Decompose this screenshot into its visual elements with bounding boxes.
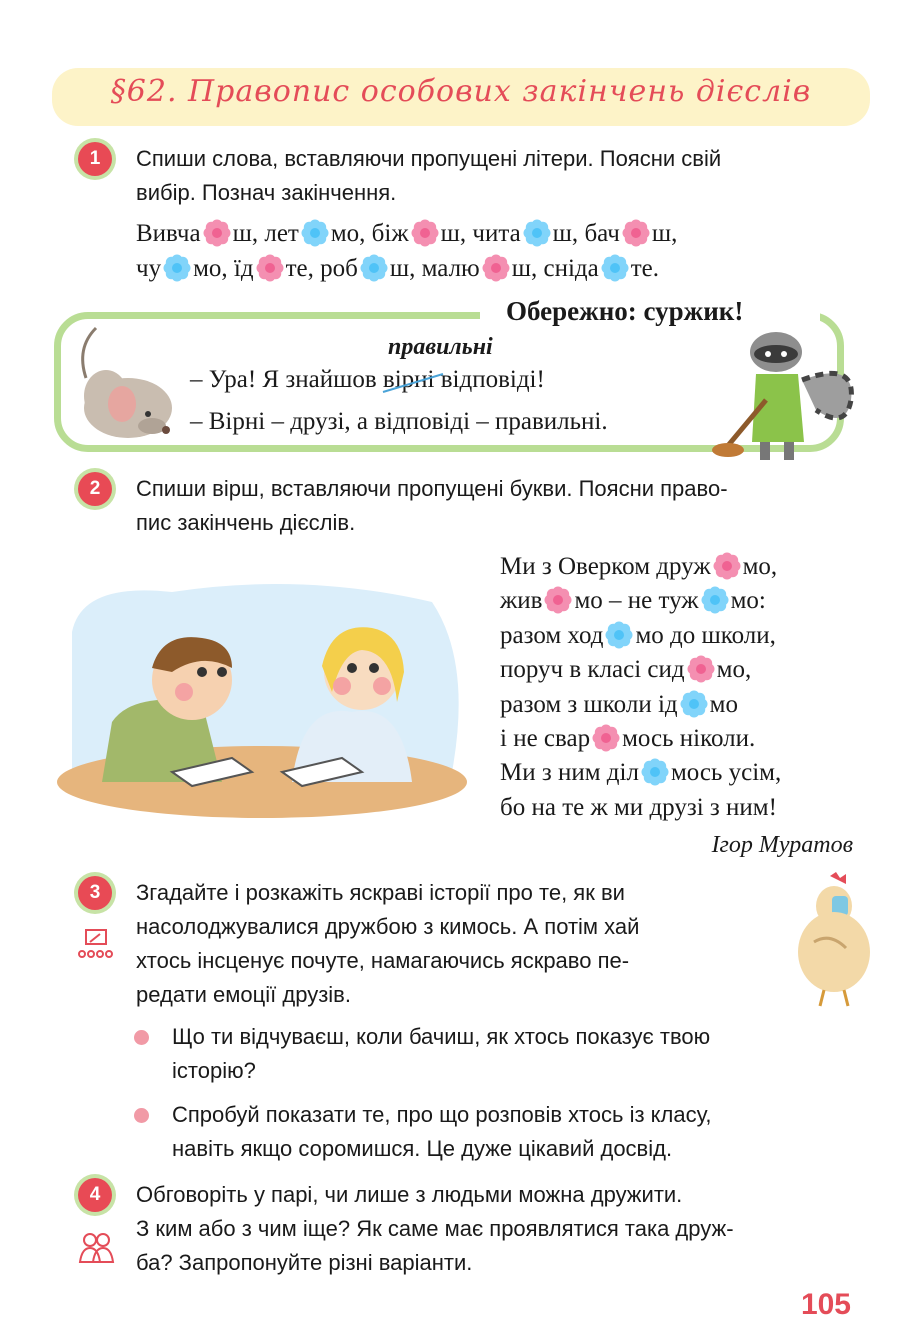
word-start: бач	[584, 220, 620, 247]
bullet-1-line-1: Що ти відчуваєш, коли бачиш, як хтось показує твою	[172, 1024, 711, 1049]
task-number-3: 3	[78, 876, 112, 910]
task2-line-2: пис закінчень дієслів.	[136, 510, 356, 535]
pink-flower-icon	[481, 253, 511, 283]
poem-line	[500, 688, 781, 722]
struck-word: вірні	[382, 366, 435, 393]
dialogue-line-1-end: відповіді!	[434, 366, 545, 393]
word-end: те,	[285, 255, 314, 282]
poem-line	[500, 722, 781, 756]
task1-words	[136, 216, 677, 286]
blue-flower-icon	[300, 218, 330, 248]
word-start: лет	[264, 220, 299, 247]
word-end: ш,	[651, 220, 678, 247]
word-end: те.	[630, 255, 660, 282]
poem-word-end: мо,	[716, 656, 752, 684]
poem-word-end: мо,	[742, 553, 778, 580]
poem-word-start: разом ход	[500, 621, 604, 649]
mouse-illustration	[66, 318, 186, 448]
poem	[500, 550, 781, 825]
poem-word-end: мо – не туж	[574, 587, 699, 615]
dialogue-line-1-start: – Ура! Я знайшов	[190, 366, 383, 393]
pink-flower-icon	[591, 723, 621, 753]
task-number-1: 1	[78, 142, 112, 176]
dialogue-line-2: – Вірні – друзі, а відповіді – правильні.	[190, 408, 608, 435]
blue-flower-icon	[522, 218, 552, 248]
task-number-4: 4	[78, 1178, 112, 1212]
poem-word-end: мо:	[730, 587, 766, 615]
poem-word-start: бо на те ж ми друзі з ним!	[500, 793, 777, 821]
poem-word-start: Ми з Оверком друж	[500, 553, 711, 580]
poem-word-end: мось ніколи.	[622, 725, 756, 753]
bullet-2-line-1: Спробуй показати те, про що розповів хтось із класу,	[172, 1102, 712, 1127]
strike-line-icon	[381, 370, 445, 396]
stage-performance-icon	[76, 928, 116, 964]
word-end: мо,	[330, 220, 366, 247]
pink-flower-icon	[202, 218, 232, 248]
blue-flower-icon	[162, 253, 192, 283]
page-title: §62. Правопис особових закінчень дієслів	[110, 74, 812, 109]
poem-line	[500, 584, 781, 618]
word-end: ш,	[511, 255, 538, 282]
children-reading-illustration	[52, 572, 472, 818]
poem-line	[500, 653, 781, 687]
pink-flower-icon	[686, 654, 716, 684]
word-end: ш,	[552, 220, 579, 247]
text-line: хтось інсценує почуте, намагаючись яскраво пе-	[136, 948, 630, 973]
poem-word-start: поруч в класі сид	[500, 656, 685, 684]
pink-flower-icon	[712, 551, 742, 581]
correction-word: правильні	[388, 334, 493, 360]
bullet-1	[172, 1020, 710, 1088]
poem-line	[500, 756, 781, 790]
pair-work-icon	[76, 1230, 116, 1266]
task1-words-line-2	[136, 251, 677, 286]
pink-flower-icon	[255, 253, 285, 283]
poem-word-start: разом з школи ід	[500, 690, 678, 718]
task3-text	[136, 876, 639, 1012]
pink-flower-icon	[621, 218, 651, 248]
poem-word-end: мо	[709, 690, 738, 718]
hen-illustration	[790, 872, 876, 1008]
bullet-2-line-2: навіть якщо соромишся. Це дуже цікавий досвід.	[172, 1136, 673, 1161]
word-start: чита	[472, 220, 521, 247]
surzhyk-heading: Обережно: суржик!	[506, 296, 744, 326]
blue-flower-icon	[700, 585, 730, 615]
poem-line	[500, 550, 781, 584]
word-start: чу	[136, 255, 162, 282]
dialogue-line-1	[190, 362, 545, 397]
poem-word-start: жив	[500, 587, 543, 615]
text-line: насолоджувалися дружбою з кимось. А потім хай	[136, 914, 640, 939]
pink-flower-icon	[543, 585, 573, 615]
word-start: малю	[421, 255, 480, 282]
poem-word-start: Ми з ним діл	[500, 759, 639, 787]
bullet-1-line-2: історію?	[172, 1058, 256, 1083]
task1-text	[136, 142, 721, 210]
text-line: ба? Запропонуйте різні варіанти.	[136, 1250, 473, 1275]
word-start: роб	[320, 255, 358, 282]
word-start: Вивча	[136, 220, 201, 247]
poem-line	[500, 791, 781, 825]
task2-line-1: Спиши вірш, вставляючи пропущені букви. Поясни право-	[136, 476, 728, 501]
blue-flower-icon	[600, 253, 630, 283]
blue-flower-icon	[640, 757, 670, 787]
task1-line-2: вибір. Познач закінчення.	[136, 180, 397, 205]
word-start: біж	[371, 220, 409, 247]
bullet-dot	[134, 1030, 149, 1045]
task1-line-1: Спиши слова, вставляючи пропущені літери. Поясни свій	[136, 146, 722, 171]
poem-word-end: мось усім,	[670, 759, 782, 787]
poem-line	[500, 619, 781, 653]
raccoon-illustration	[706, 330, 866, 464]
text-line: редати емоції друзів.	[136, 982, 351, 1007]
blue-flower-icon	[359, 253, 389, 283]
text-line: Обговоріть у парі, чи лише з людьми можна дружити.	[136, 1182, 683, 1207]
text-line: З ким або з чим іще? Як саме має проявлятися така друж-	[136, 1216, 734, 1241]
word-end: ш,	[440, 220, 467, 247]
task2-text	[136, 472, 728, 540]
word-start: їд	[233, 255, 254, 282]
task-number-2: 2	[78, 472, 112, 506]
bullet-dot	[134, 1108, 149, 1123]
task4-text	[136, 1178, 734, 1280]
page-number: 105	[800, 1288, 851, 1321]
pink-flower-icon	[410, 218, 440, 248]
word-end: ш,	[232, 220, 259, 247]
poem-word-end: мо до школи,	[635, 621, 776, 649]
task1-words-line-1	[136, 216, 677, 251]
blue-flower-icon	[604, 620, 634, 650]
poem-word-start: і не свар	[500, 725, 591, 753]
word-end: мо,	[193, 255, 228, 282]
poem-author: Ігор Муратов	[711, 832, 853, 858]
struck-word-wrap	[383, 366, 435, 393]
text-line: Згадайте і розкажіть яскраві історії про те, як ви	[136, 880, 625, 905]
word-end: ш,	[389, 255, 416, 282]
blue-flower-icon	[679, 689, 709, 719]
word-start: сніда	[543, 255, 599, 282]
bullet-2	[172, 1098, 712, 1166]
